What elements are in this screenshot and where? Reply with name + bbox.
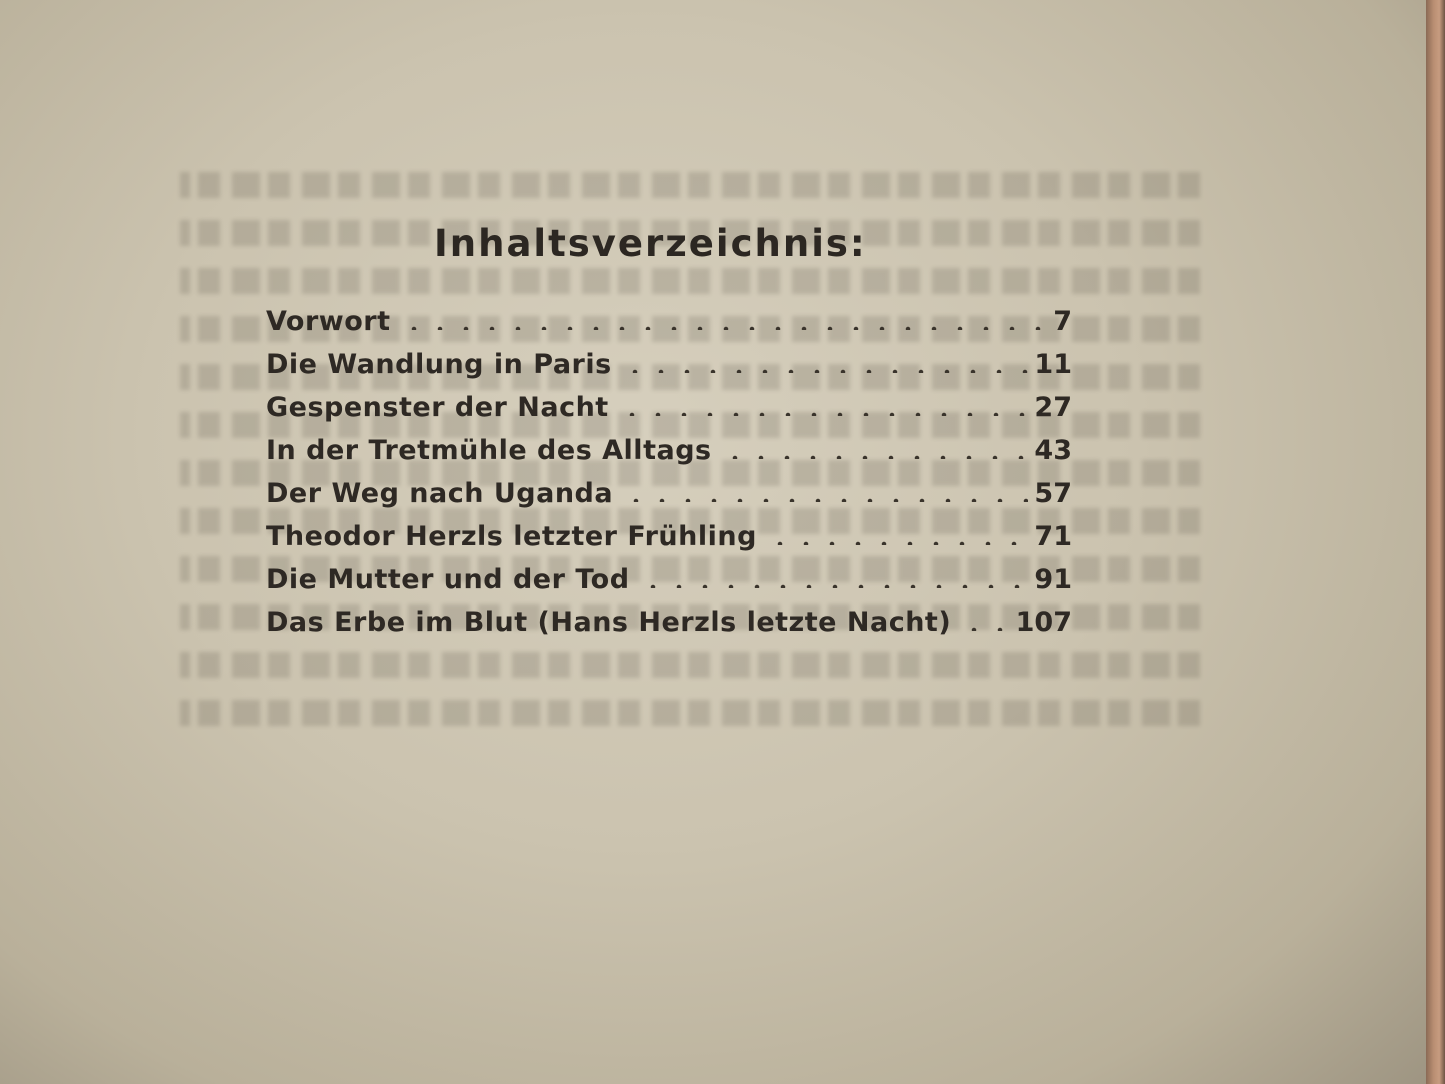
toc-entry bbox=[266, 515, 1072, 558]
page-title: Inhaltsverzeichnis: bbox=[434, 222, 867, 265]
toc-entry bbox=[266, 300, 1072, 343]
toc-entry-page: 91 bbox=[1034, 564, 1072, 595]
dot-leader bbox=[615, 386, 1029, 416]
toc-entry-page: 7 bbox=[1053, 306, 1072, 337]
toc-entry bbox=[266, 343, 1072, 386]
toc-entry bbox=[266, 601, 1072, 644]
dot-leader bbox=[619, 472, 1028, 502]
show-through-line bbox=[180, 700, 1200, 726]
show-through-line bbox=[180, 268, 1200, 294]
toc-entry-label: Vorwort bbox=[266, 306, 391, 337]
toc-entry-page: 43 bbox=[1034, 435, 1072, 466]
toc-entry-page: 11 bbox=[1034, 349, 1072, 380]
toc-entry-label: Gespenster der Nacht bbox=[266, 392, 609, 423]
toc-entry-label: Theodor Herzls letzter Frühling bbox=[266, 521, 757, 552]
toc-entry-label: Der Weg nach Uganda bbox=[266, 478, 614, 509]
dot-leader bbox=[718, 429, 1029, 459]
toc-entry-label: In der Tretmühle des Alltags bbox=[266, 435, 712, 466]
show-through-line bbox=[180, 652, 1200, 678]
show-through-line bbox=[180, 172, 1200, 198]
toc-entry-label: Die Mutter und der Tod bbox=[266, 564, 630, 595]
toc-entry-page: 71 bbox=[1034, 521, 1072, 552]
toc-entry-page: 27 bbox=[1034, 392, 1072, 423]
toc-entry bbox=[266, 429, 1072, 472]
dot-leader bbox=[618, 343, 1029, 373]
book-page-edge bbox=[1426, 0, 1445, 1084]
toc-entry-label: Die Wandlung in Paris bbox=[266, 349, 612, 380]
dot-leader bbox=[957, 601, 1009, 631]
toc-entry-page: 57 bbox=[1034, 478, 1072, 509]
toc-entry bbox=[266, 386, 1072, 429]
dot-leader bbox=[636, 558, 1029, 588]
dot-leader bbox=[397, 300, 1048, 330]
dot-leader bbox=[763, 515, 1029, 545]
toc-entry-label: Das Erbe im Blut (Hans Herzls letzte Nacht) bbox=[266, 607, 952, 638]
toc-entry bbox=[266, 558, 1072, 601]
table-of-contents bbox=[266, 300, 1072, 644]
toc-entry-page: 107 bbox=[1015, 607, 1072, 638]
toc-entry bbox=[266, 472, 1072, 515]
